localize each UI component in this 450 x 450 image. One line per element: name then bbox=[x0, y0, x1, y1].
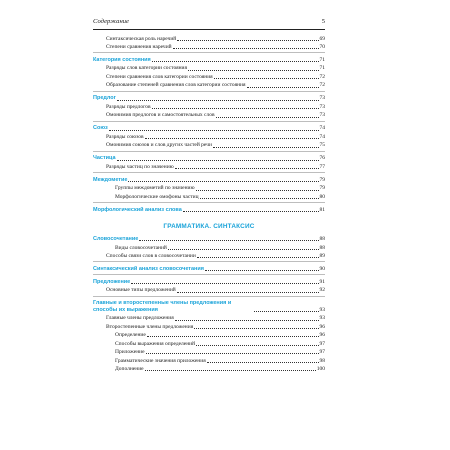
toc-page-number: 96 bbox=[319, 332, 325, 339]
dot-leader bbox=[205, 266, 319, 271]
page-number: 5 bbox=[321, 18, 325, 25]
toc-entry-label: Словосочетание bbox=[93, 236, 139, 243]
part-title: ГРАММАТИКА. СИНТАКСИС bbox=[163, 223, 255, 231]
dot-leader bbox=[131, 279, 318, 284]
header-title: Содержание bbox=[93, 18, 129, 25]
toc-entry[interactable] bbox=[93, 194, 325, 200]
toc-entry-label: Группы междометий по значению bbox=[115, 185, 195, 192]
book-page bbox=[93, 18, 325, 438]
toc-entry-label: Морфологический анализ слова bbox=[93, 206, 182, 213]
dot-leader bbox=[247, 83, 319, 88]
dot-leader bbox=[214, 74, 319, 79]
toc-entry-label: Основные типы предложений bbox=[106, 287, 176, 294]
toc-entry-label: Главные и второстепенные члены предложения и способы их выражения bbox=[93, 300, 232, 313]
toc-section-entry[interactable] bbox=[93, 95, 325, 101]
toc-page-number: 97 bbox=[319, 340, 325, 347]
toc-entry[interactable] bbox=[93, 185, 325, 191]
toc-section-entry[interactable] bbox=[93, 279, 325, 285]
toc-list-syntax bbox=[93, 236, 325, 372]
toc-page-number: 80 bbox=[319, 193, 325, 200]
toc-page-number: 98 bbox=[319, 357, 325, 364]
dot-leader bbox=[188, 66, 318, 71]
toc-entry-label: Междометие bbox=[93, 176, 128, 183]
toc-entry[interactable] bbox=[93, 253, 325, 259]
toc-page-number: 76 bbox=[319, 155, 325, 162]
toc-entry[interactable] bbox=[93, 74, 325, 80]
dot-leader bbox=[216, 113, 319, 118]
dot-leader bbox=[177, 36, 318, 41]
toc-entry-label: Разряды частиц по значению bbox=[106, 163, 174, 170]
toc-entry[interactable] bbox=[93, 36, 325, 42]
toc-entry-label: Виды словосочетаний bbox=[115, 244, 167, 251]
toc-entry-label: Синтаксическая роль наречий bbox=[106, 35, 177, 42]
toc-page-number: 75 bbox=[319, 142, 325, 149]
dot-leader bbox=[128, 177, 318, 182]
section-divider bbox=[93, 261, 325, 262]
section-divider bbox=[93, 151, 325, 152]
toc-entry-label: Главные члены предложения bbox=[106, 315, 174, 322]
toc-page-number: 91 bbox=[319, 278, 325, 285]
toc-page-number: 73 bbox=[319, 103, 325, 110]
toc-page-number: 74 bbox=[319, 125, 325, 132]
section-divider bbox=[93, 202, 325, 203]
toc-page-number: 73 bbox=[319, 112, 325, 119]
toc-section-entry[interactable] bbox=[93, 236, 325, 242]
toc-entry[interactable] bbox=[93, 341, 325, 347]
dot-leader bbox=[254, 307, 319, 312]
toc-entry-label: Предложение bbox=[93, 278, 131, 285]
dot-leader bbox=[213, 143, 319, 148]
toc-entry[interactable] bbox=[93, 287, 325, 293]
toc-entry-label: Приложение bbox=[115, 349, 145, 356]
toc-entry[interactable] bbox=[93, 358, 325, 364]
toc-entry[interactable] bbox=[93, 104, 325, 110]
toc-entry-label: Частица bbox=[93, 155, 116, 162]
toc-entry-label: Разряды слов категории состояния bbox=[106, 65, 188, 72]
toc-entry-label: Определение bbox=[115, 332, 146, 339]
toc-page-number: 71 bbox=[319, 56, 325, 63]
toc-page-number: 92 bbox=[319, 287, 325, 294]
toc-section-entry[interactable] bbox=[93, 177, 325, 183]
toc-section-entry[interactable] bbox=[93, 207, 325, 213]
toc-page-number: 72 bbox=[319, 82, 325, 89]
toc-entry-label: Синтаксический анализ словосочетания bbox=[93, 265, 204, 272]
toc-entry-label: Грамматические значения приложения bbox=[115, 357, 206, 364]
toc-entry-label: Степени сравнения наречий bbox=[106, 43, 172, 50]
toc-entry-label: Способы связи слов в словосочетании bbox=[106, 253, 196, 259]
toc-section-entry[interactable] bbox=[93, 57, 325, 63]
toc-page-number: 89 bbox=[319, 253, 325, 259]
toc-entry-label: Разряды предлогов bbox=[106, 103, 151, 110]
toc-page-number: 72 bbox=[319, 73, 325, 80]
toc-entry-label: Дополнение bbox=[115, 366, 144, 373]
dot-leader bbox=[152, 104, 319, 109]
dot-leader bbox=[194, 324, 318, 329]
dot-leader bbox=[117, 156, 319, 161]
section-divider bbox=[93, 121, 325, 122]
toc-entry[interactable] bbox=[93, 134, 325, 140]
section-divider bbox=[93, 296, 325, 297]
toc-page-number: 81 bbox=[319, 206, 325, 213]
dot-leader bbox=[207, 358, 319, 363]
dot-leader bbox=[145, 366, 316, 371]
toc-entry[interactable] bbox=[93, 164, 325, 170]
toc-entry[interactable] bbox=[93, 142, 325, 148]
toc-entry-label: Категория состояния bbox=[93, 56, 151, 63]
toc-page-number: 93 bbox=[319, 315, 325, 322]
section-divider bbox=[93, 172, 325, 173]
toc-page-number: 79 bbox=[319, 176, 325, 183]
toc-section-entry[interactable] bbox=[93, 125, 325, 131]
dot-leader bbox=[168, 245, 319, 250]
toc-entry-label: Разряды союзов bbox=[106, 133, 144, 140]
toc-section-entry[interactable] bbox=[93, 155, 325, 161]
section-divider bbox=[93, 52, 325, 53]
toc-section-entry[interactable] bbox=[93, 266, 325, 272]
toc-entry[interactable] bbox=[93, 332, 325, 338]
toc-page-number: 96 bbox=[319, 323, 325, 330]
dot-leader bbox=[197, 253, 319, 258]
toc-page-number: 79 bbox=[319, 185, 325, 192]
toc-page-number: 69 bbox=[319, 35, 325, 42]
dot-leader bbox=[152, 57, 319, 62]
dot-leader bbox=[177, 288, 319, 293]
toc-entry-label: Морфологические омофоны частиц bbox=[115, 193, 199, 200]
section-divider bbox=[93, 91, 325, 92]
toc-entry[interactable] bbox=[93, 65, 325, 71]
toc-entry[interactable] bbox=[93, 366, 325, 372]
toc-entry-label: Второстепенные члены предложения bbox=[106, 323, 194, 330]
dot-leader bbox=[200, 194, 319, 199]
section-divider bbox=[93, 274, 325, 275]
toc-page-number: 88 bbox=[319, 244, 325, 251]
dot-leader bbox=[196, 186, 319, 191]
dot-leader bbox=[175, 164, 319, 169]
toc-page-number: 100 bbox=[316, 366, 325, 373]
toc-entry[interactable] bbox=[93, 245, 325, 251]
dot-leader bbox=[147, 332, 319, 337]
toc-entry[interactable] bbox=[93, 44, 325, 50]
toc-page-number: 93 bbox=[319, 306, 325, 313]
toc-entry-label: Образование степеней сравнения слов категории состояния bbox=[106, 82, 246, 89]
toc-page-number: 74 bbox=[319, 133, 325, 140]
dot-leader bbox=[145, 134, 319, 139]
toc-entry[interactable] bbox=[93, 112, 325, 118]
toc-entry-label: Способы выражения определений bbox=[115, 340, 196, 347]
page-header bbox=[93, 18, 325, 30]
toc-page-number: 73 bbox=[319, 95, 325, 102]
toc-page-number: 77 bbox=[319, 163, 325, 170]
dot-leader bbox=[139, 236, 318, 241]
toc-page-number: 90 bbox=[319, 265, 325, 272]
toc-entry[interactable] bbox=[93, 315, 325, 321]
toc-entry-label: Омонимия союзов и слов других частей речи bbox=[106, 142, 212, 149]
dot-leader bbox=[173, 44, 319, 49]
dot-leader bbox=[109, 126, 319, 131]
toc-entry-label: Степени сравнения слов категории состояния bbox=[106, 73, 213, 80]
dot-leader bbox=[146, 349, 319, 354]
dot-leader bbox=[117, 96, 319, 101]
toc-page-number: 71 bbox=[319, 65, 325, 72]
toc-entry-label: Омонимия предлогов и самостоятельных слов bbox=[106, 112, 215, 119]
dot-leader bbox=[175, 316, 319, 321]
toc-page-number: 97 bbox=[319, 349, 325, 356]
toc-entry[interactable] bbox=[93, 324, 325, 330]
toc-entry-label: Союз bbox=[93, 125, 108, 132]
dot-leader bbox=[196, 341, 318, 346]
toc-list-morphology bbox=[93, 36, 325, 214]
toc-entry[interactable] bbox=[93, 349, 325, 355]
toc-section-entry[interactable] bbox=[93, 300, 325, 313]
dot-leader bbox=[183, 207, 319, 212]
toc-entry[interactable] bbox=[93, 82, 325, 88]
toc-page-number: 88 bbox=[319, 236, 325, 243]
toc-page-number: 70 bbox=[319, 43, 325, 50]
toc-entry-label: Предлог bbox=[93, 95, 116, 102]
